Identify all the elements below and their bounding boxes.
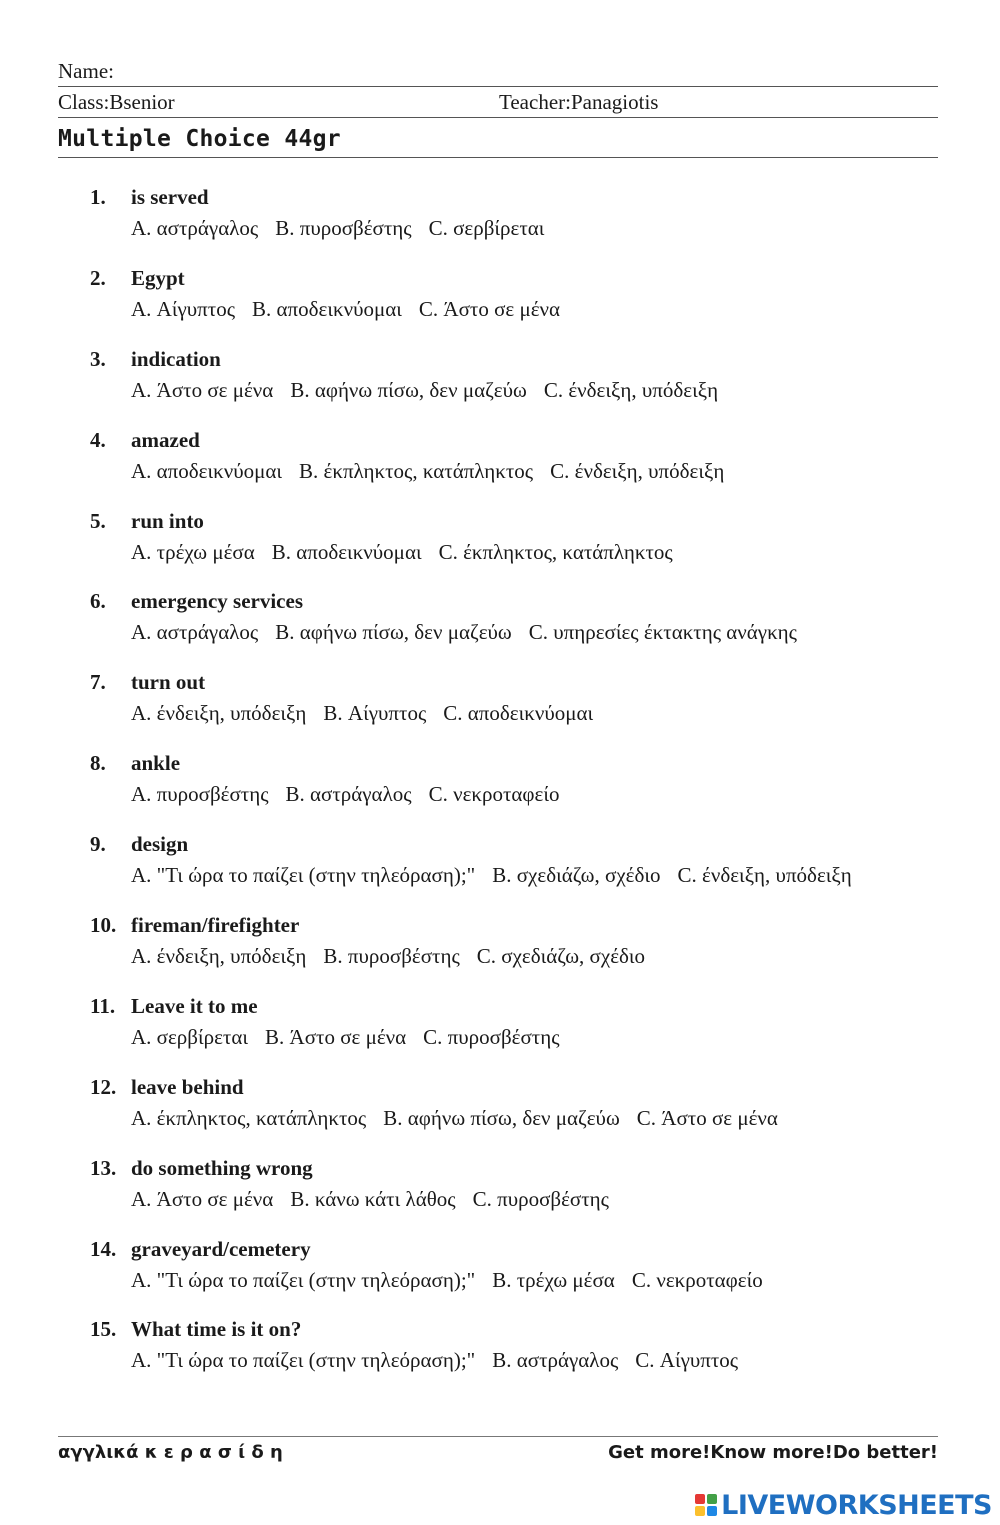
header-divider-2 [58,117,938,118]
question-word: is served [131,185,209,209]
question-number: 9. [90,832,106,857]
answer-option[interactable]: C. ένδειξη, υπόδειξη [677,863,852,888]
question-item [0,668,1000,749]
answer-options [131,1185,626,1213]
question-item [0,426,1000,507]
answer-option[interactable]: B. αφήνω πίσω, δεν μαζεύω [275,620,512,645]
answer-option[interactable]: C. Άστο σε μένα [418,296,561,321]
answer-option[interactable]: B. τρέχω μέσα [492,1267,615,1292]
answer-options [131,618,814,646]
answer-option[interactable]: B. κάνω κάτι λάθος [290,1186,456,1211]
answer-options [131,780,576,808]
answer-option[interactable]: A. Άστο σε μένα [131,1186,274,1211]
question-number: 4. [90,427,106,452]
liveworksheets-logo-text: LIVEWORKSHEETS [721,1489,992,1521]
answer-option[interactable]: C. Άστο σε μένα [636,1105,778,1130]
question-number: 6. [90,589,106,614]
answer-option[interactable]: B. Άστο σε μένα [265,1024,407,1049]
question-number: 11. [90,993,116,1018]
answer-option[interactable]: A. αστράγαλος [131,620,259,645]
answer-option[interactable]: A. τρέχω μέσα [131,539,255,564]
answer-option[interactable]: A. έκπληκτος, κατάπληκτος [131,1105,367,1130]
question-number: 1. [90,185,106,209]
answer-options [131,457,741,485]
answer-options [131,214,561,242]
question-word: What time is it on? [131,1317,302,1342]
answer-option[interactable]: B. σχεδιάζω, σχέδιο [492,863,661,888]
answer-options [131,1346,755,1374]
answer-option[interactable]: A. αστράγαλος [131,216,259,240]
answer-option[interactable]: A. ένδειξη, υπόδειξη [131,944,307,969]
answer-option[interactable]: A. πυροσβέστης [131,782,269,807]
question-word: run into [131,508,204,533]
question-item [0,992,1000,1073]
footer-divider [58,1436,938,1437]
answer-option[interactable]: B. Αίγυπτος [323,701,427,726]
answer-option[interactable]: A. αποδεικνύομαι [131,458,283,483]
worksheet-title: Multiple Choice 44gr [58,126,341,152]
question-list [0,183,1000,1396]
question-word: amazed [131,427,200,452]
answer-option[interactable]: C. νεκροταφείο [428,782,560,807]
question-number: 15. [90,1317,117,1342]
question-number: 7. [90,670,106,695]
answer-option[interactable]: A. "Τι ώρα το παίζει (στην τηλεόραση);" [131,1348,476,1373]
question-word: fireman/firefighter [131,913,300,938]
question-item [0,183,1000,264]
liveworksheets-logo-icon [695,1494,717,1516]
answer-options [131,538,690,566]
answer-options [131,699,610,727]
answer-options [131,1023,577,1051]
answer-option[interactable]: C. σερβίρεται [428,216,545,240]
answer-option[interactable]: C. πυροσβέστης [423,1024,560,1049]
answer-option[interactable]: B. πυροσβέστης [275,216,412,240]
question-number: 5. [90,508,106,533]
answer-option[interactable]: C. έκπληκτος, κατάπληκτος [438,539,673,564]
question-item [0,345,1000,426]
answer-option[interactable]: C. ένδειξη, υπόδειξη [543,377,719,402]
question-word: do something wrong [131,1155,313,1180]
question-item [0,1315,1000,1396]
answer-option[interactable]: A. Άστο σε μένα [131,377,274,402]
answer-option[interactable]: A. σερβίρεται [131,1024,249,1049]
answer-option[interactable]: C. νεκροταφείο [631,1267,763,1292]
question-item [0,1154,1000,1235]
question-word: Leave it to me [131,993,258,1018]
answer-options [131,376,735,404]
answer-option[interactable]: B. αποδεικνύομαι [271,539,422,564]
header-divider-1 [58,86,938,87]
footer-slogan: Get more!Know more!Do better! [608,1442,938,1463]
answer-option[interactable]: A. ένδειξη, υπόδειξη [131,701,307,726]
question-number: 12. [90,1074,117,1099]
question-word: Egypt [131,265,185,290]
teacher-label: Teacher:Panagiotis [499,90,659,114]
question-number: 3. [90,346,106,371]
question-item [0,507,1000,588]
title-divider [58,157,938,158]
question-word: emergency services [131,589,303,614]
question-word: design [131,832,189,857]
question-word: graveyard/cemetery [131,1236,311,1261]
answer-option[interactable]: C. πυροσβέστης [472,1186,609,1211]
question-item [0,587,1000,668]
answer-option[interactable]: C. Αίγυπτος [635,1348,739,1373]
answer-option[interactable]: B. αφήνω πίσω, δεν μαζεύω [290,377,527,402]
question-item [0,1235,1000,1316]
question-number: 8. [90,751,106,776]
class-label: Class:Bsenior [58,90,175,114]
answer-option[interactable]: B. αστράγαλος [285,782,412,807]
question-item [0,911,1000,992]
answer-option[interactable]: A. "Τι ώρα το παίζει (στην τηλεόραση);" [131,863,476,888]
question-item [0,749,1000,830]
name-label: Name: [58,59,114,83]
footer-left-text: αγγλικά κ ε ρ α σ ί δ η [58,1442,283,1463]
answer-options [131,942,662,970]
answer-option[interactable]: C. αποδεικνύομαι [443,701,594,726]
question-item [0,264,1000,345]
answer-option[interactable]: C. ένδειξη, υπόδειξη [550,458,725,483]
answer-option[interactable]: A. Αίγυπτος [131,296,236,321]
answer-option[interactable]: B. αποδεικνύομαι [252,296,402,321]
question-number: 14. [90,1236,117,1261]
question-word: turn out [131,670,206,695]
question-number: 2. [90,265,106,290]
answer-options [131,295,577,323]
answer-options [131,1104,795,1132]
answer-options [131,861,869,889]
question-word: ankle [131,751,181,776]
question-number: 13. [90,1155,117,1180]
question-word: indication [131,346,221,371]
answer-option[interactable]: B. αστράγαλος [492,1348,619,1373]
answer-option[interactable]: B. αφήνω πίσω, δεν μαζεύω [383,1105,620,1130]
question-number: 10. [90,913,117,938]
question-item [0,1073,1000,1154]
answer-options [131,1266,780,1294]
answer-option[interactable]: C. σχεδιάζω, σχέδιο [476,944,646,969]
answer-option[interactable]: B. πυροσβέστης [323,944,460,969]
liveworksheets-logo[interactable] [695,1488,992,1522]
answer-option[interactable]: B. έκπληκτος, κατάπληκτος [299,458,534,483]
question-word: leave behind [131,1074,244,1099]
question-item [0,830,1000,911]
answer-option[interactable]: C. υπηρεσίες έκτακτης ανάγκης [528,620,797,645]
answer-option[interactable]: A. "Τι ώρα το παίζει (στην τηλεόραση);" [131,1267,476,1292]
